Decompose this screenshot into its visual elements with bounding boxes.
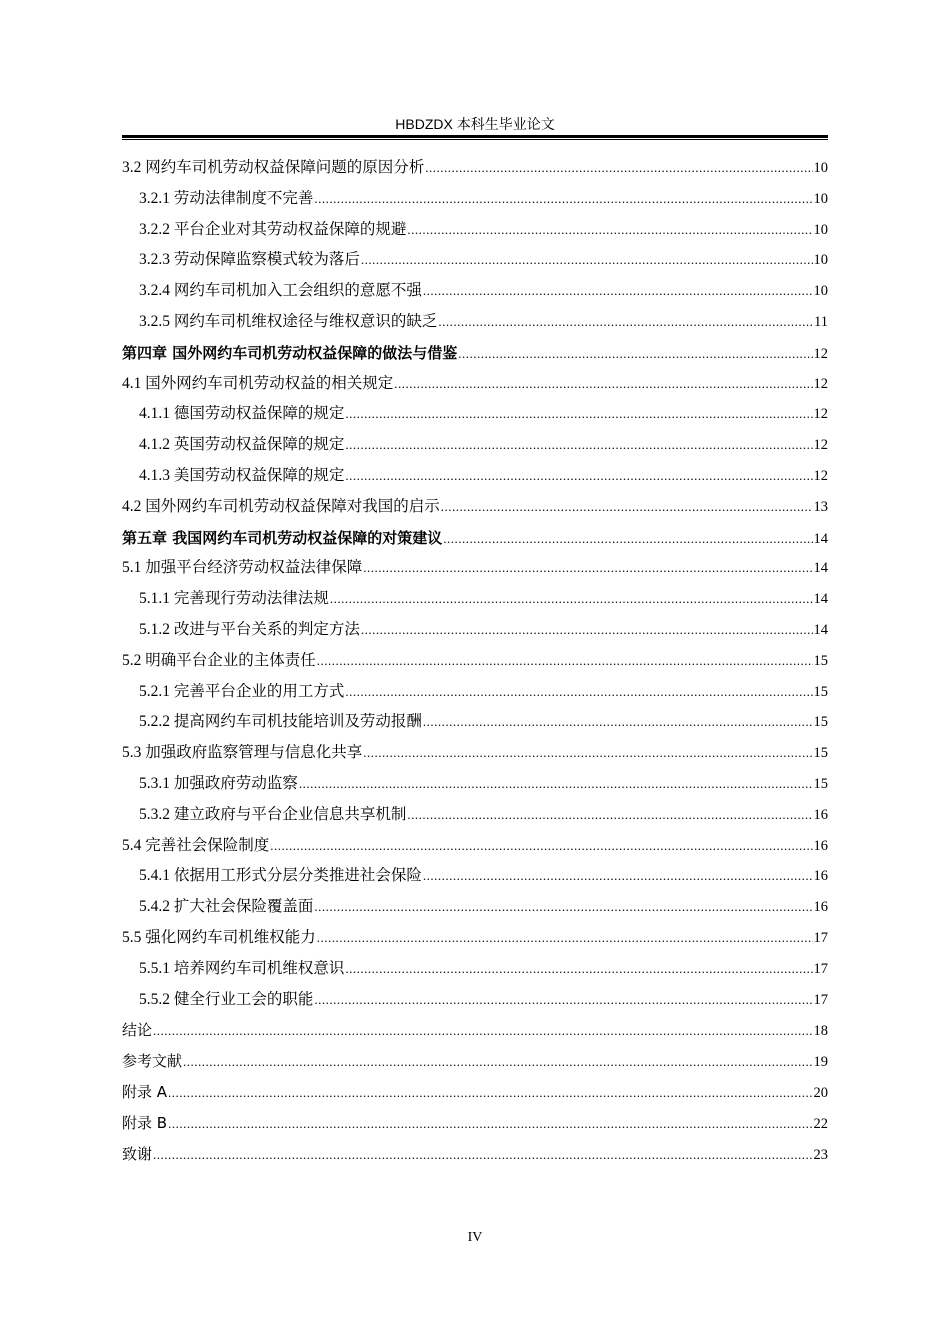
toc-entry-page: 14 — [813, 530, 828, 547]
toc-entry-title: 3.2 网约车司机劳动权益保障问题的原因分析 — [122, 159, 425, 176]
dot-leader — [270, 834, 812, 858]
toc-entry[interactable] — [122, 803, 828, 834]
dot-leader — [443, 527, 812, 551]
dot-leader — [423, 864, 813, 888]
toc-entry-page: 15 — [813, 683, 828, 700]
toc-entry-page: 15 — [813, 745, 828, 762]
dot-leader — [345, 433, 812, 457]
toc-entry[interactable] — [122, 526, 828, 557]
toc-entry[interactable] — [122, 710, 828, 741]
toc-entry[interactable] — [122, 741, 828, 772]
toc-entry-title: 结论 — [122, 1021, 153, 1040]
dot-leader — [314, 895, 812, 919]
toc-entry-title: 5.1.1 完善现行劳动法律法规 — [139, 590, 329, 608]
toc-entry[interactable] — [122, 834, 828, 865]
toc-entry-title: 3.2.1 劳动法律制度不完善 — [139, 189, 314, 207]
toc-entry-page: 15 — [813, 775, 828, 792]
toc-entry[interactable] — [122, 218, 828, 249]
toc-entry-page: 11 — [814, 313, 828, 330]
toc-entry-title: 5.1.2 改进与平台关系的判定方法 — [139, 620, 360, 638]
dot-leader — [423, 279, 813, 303]
toc-entry-page: 10 — [813, 283, 828, 300]
toc-entry[interactable] — [122, 279, 828, 310]
page-number: IV — [467, 1230, 483, 1245]
toc-entry[interactable] — [122, 926, 828, 957]
toc-entry-title: 4.1 国外网约车司机劳动权益的相关规定 — [122, 374, 394, 392]
toc-entry-page: 19 — [813, 1054, 828, 1071]
dot-leader — [168, 1112, 812, 1136]
toc-entry-title: 第四章 国外网约车司机劳动权益保障的做法与借鉴 — [122, 343, 458, 362]
toc-entry[interactable] — [122, 464, 828, 495]
toc-entry[interactable] — [122, 1018, 828, 1049]
header-rule-thin — [122, 139, 828, 140]
toc-entry-title: 附录 A — [122, 1082, 168, 1101]
toc-entry-page: 14 — [813, 591, 828, 608]
dot-leader — [153, 1143, 812, 1167]
toc-entry-title: 致谢 — [122, 1144, 153, 1163]
toc-entry[interactable] — [122, 187, 828, 218]
toc-entry-title: 3.2.5 网约车司机维权途径与维权意识的缺乏 — [139, 312, 438, 330]
toc-entry-page: 12 — [813, 406, 828, 423]
toc-entry-page: 15 — [813, 652, 828, 669]
toc-entry-title: 3.2.2 平台企业对其劳动权益保障的规避 — [139, 220, 407, 238]
toc-entry-title: 4.1.3 美国劳动权益保障的规定 — [139, 466, 345, 484]
toc-entry-title: 5.5 强化网约车司机维权能力 — [122, 928, 316, 946]
toc-entry-title: 5.3.2 建立政府与平台企业信息共享机制 — [139, 805, 407, 823]
toc-entry-page: 16 — [813, 806, 828, 823]
table-of-contents — [122, 156, 828, 1172]
toc-entry[interactable] — [122, 341, 828, 372]
toc-entry[interactable] — [122, 957, 828, 988]
dot-leader — [458, 342, 812, 366]
toc-entry-page: 17 — [813, 929, 828, 946]
dot-leader — [299, 772, 813, 796]
toc-entry-title: 5.5.1 培养网约车司机维权意识 — [139, 959, 345, 977]
dot-leader — [425, 156, 812, 180]
toc-entry-title: 5.4.1 依据用工形式分层分类推进社会保险 — [139, 867, 422, 885]
toc-entry-title: 5.2.2 提高网约车司机技能培训及劳动报酬 — [139, 713, 422, 731]
toc-entry[interactable] — [122, 1142, 828, 1173]
toc-entry-page: 17 — [813, 960, 828, 977]
dot-leader — [438, 310, 813, 334]
toc-entry-page: 10 — [813, 252, 828, 269]
toc-entry-page: 14 — [813, 560, 828, 577]
toc-entry-page: 16 — [813, 837, 828, 854]
toc-entry-title: 3.2.4 网约车司机加入工会组织的意愿不强 — [139, 282, 422, 300]
toc-entry-page: 17 — [813, 991, 828, 1008]
dot-leader — [441, 495, 813, 519]
dot-leader — [153, 1019, 812, 1043]
dot-leader — [363, 556, 812, 580]
dot-leader — [394, 372, 812, 396]
toc-entry[interactable] — [122, 895, 828, 926]
running-header: HBDZDX 本科生毕业论文 — [395, 116, 555, 132]
toc-entry[interactable] — [122, 1080, 828, 1111]
toc-entry-title: 5.5.2 健全行业工会的职能 — [139, 990, 314, 1008]
toc-entry-title: 5.4 完善社会保险制度 — [122, 836, 270, 854]
header-rule — [122, 135, 828, 138]
toc-entry-title: 5.2 明确平台企业的主体责任 — [122, 651, 316, 669]
toc-entry[interactable] — [122, 988, 828, 1019]
dot-leader — [345, 680, 812, 704]
toc-entry-title: 3.2.3 劳动保障监察模式较为落后 — [139, 251, 360, 269]
dot-leader — [345, 957, 812, 981]
toc-entry-page: 16 — [813, 868, 828, 885]
toc-entry-page: 15 — [813, 714, 828, 731]
toc-entry-title: 5.2.1 完善平台企业的用工方式 — [139, 682, 345, 700]
toc-entry-page: 16 — [813, 899, 828, 916]
toc-entry[interactable] — [122, 772, 828, 803]
toc-entry[interactable] — [122, 402, 828, 433]
toc-entry[interactable] — [122, 680, 828, 711]
dot-leader — [317, 926, 813, 950]
dot-leader — [317, 649, 813, 673]
toc-entry-page: 20 — [813, 1084, 828, 1101]
toc-entry-title: 附录 B — [122, 1113, 168, 1132]
toc-entry-page: 12 — [813, 437, 828, 454]
toc-entry[interactable] — [122, 156, 828, 187]
dot-leader — [407, 218, 812, 242]
dot-leader — [363, 741, 812, 765]
toc-entry-page: 10 — [813, 190, 828, 207]
dot-leader — [345, 402, 812, 426]
toc-entry-title: 4.1.2 英国劳动权益保障的规定 — [139, 436, 345, 454]
dot-leader — [183, 1050, 812, 1074]
toc-entry-page: 12 — [813, 467, 828, 484]
dot-leader — [168, 1081, 812, 1105]
toc-entry[interactable] — [122, 649, 828, 680]
dot-leader — [423, 710, 813, 734]
toc-entry-page: 18 — [813, 1023, 828, 1040]
toc-entry[interactable] — [122, 1111, 828, 1142]
toc-entry[interactable] — [122, 556, 828, 587]
toc-entry[interactable] — [122, 310, 828, 341]
dot-leader — [361, 618, 813, 642]
toc-entry-page: 12 — [813, 375, 828, 392]
toc-entry[interactable] — [122, 495, 828, 526]
toc-entry[interactable] — [122, 248, 828, 279]
toc-entry[interactable] — [122, 372, 828, 403]
toc-entry-title: 4.2 国外网约车司机劳动权益保障对我国的启示 — [122, 497, 440, 515]
toc-entry-title: 第五章 我国网约车司机劳动权益保障的对策建议 — [122, 528, 443, 547]
dot-leader — [330, 587, 813, 611]
toc-entry-page: 22 — [813, 1115, 828, 1132]
toc-entry[interactable] — [122, 864, 828, 895]
dot-leader — [314, 988, 812, 1012]
toc-entry[interactable] — [122, 1049, 828, 1080]
toc-entry-page: 10 — [813, 221, 828, 238]
toc-entry-page: 13 — [813, 498, 828, 515]
dot-leader — [345, 464, 812, 488]
toc-entry-title: 5.3.1 加强政府劳动监察 — [139, 774, 298, 792]
toc-entry-title: 5.3 加强政府监察管理与信息化共享 — [122, 744, 363, 762]
dot-leader — [407, 803, 812, 827]
toc-entry-title: 5.1 加强平台经济劳动权益法律保障 — [122, 559, 363, 577]
toc-entry-page: 12 — [813, 345, 828, 362]
toc-entry-title: 参考文献 — [122, 1052, 183, 1071]
toc-entry[interactable] — [122, 618, 828, 649]
toc-entry-page: 23 — [813, 1146, 828, 1163]
dot-leader — [361, 248, 813, 272]
toc-entry-page: 14 — [813, 621, 828, 638]
toc-entry-title: 5.4.2 扩大社会保险覆盖面 — [139, 898, 314, 916]
toc-entry-page: 10 — [813, 160, 828, 176]
toc-entry-title: 4.1.1 德国劳动权益保障的规定 — [139, 405, 345, 423]
dot-leader — [314, 187, 812, 211]
toc-entry[interactable] — [122, 433, 828, 464]
toc-entry[interactable] — [122, 587, 828, 618]
